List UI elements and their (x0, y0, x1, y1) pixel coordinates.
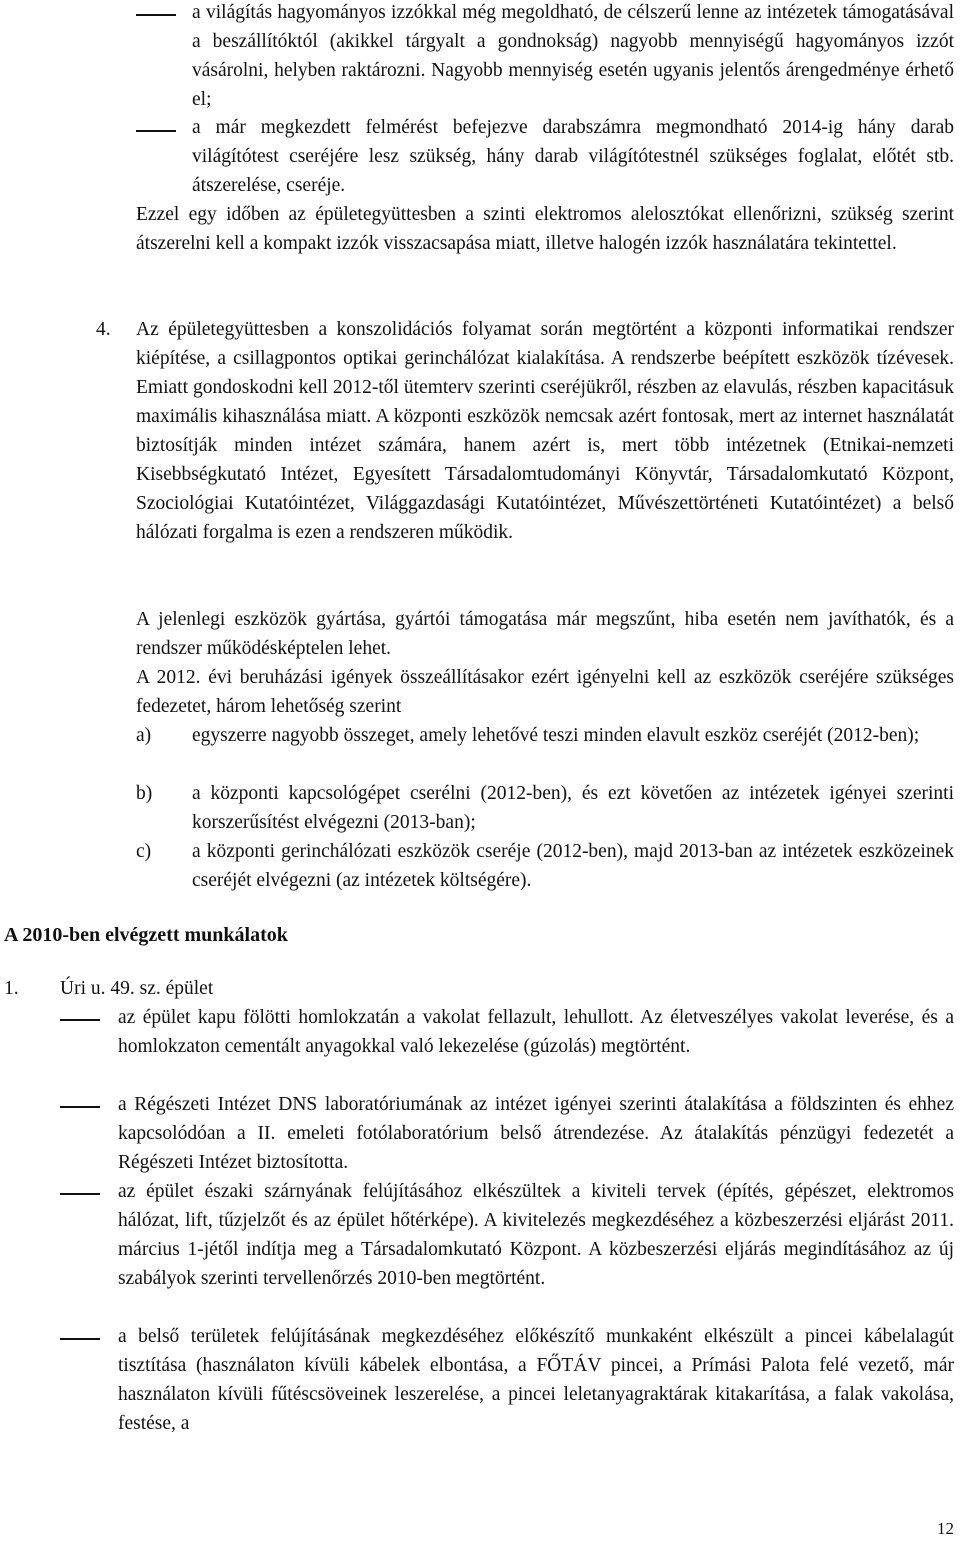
bullet-facade: az épület kapu fölötti homlokzatán a vakolat fellazult, lehullott. Az életveszélyes vakolat leverése, és a homlokzaton cementált anyagokkal való lekezelése (gúzolás) megtörtént. (118, 1007, 954, 1057)
bullet-dna-lab: a Régészeti Intézet DNS laboratóriumának az intézet igényei szerinti átalakítása a földszinten és ehhez kapcsolódóan a II. emeleti fotólaboratórium belső átrendezése. Az átalakítás pénzügyi fedezetét a Régészeti Intézet biztosította. (118, 1094, 954, 1173)
list-item-survey: a már megkezdett felmérést befejezve darabszámra megmondható 2014-ig hány darab világítótest cseréjére lesz szükség, hány darab világítótestnél szükséges foglalat, előtét stb. átszerelése, cseréje. (192, 117, 954, 196)
option-a-label: a) (136, 725, 152, 746)
page-number: 12 (937, 1519, 954, 1538)
bullet-dash-2 (60, 1106, 100, 1108)
item-4-number: 4. (96, 319, 111, 340)
paragraph-distribution-boards: Ezzel egy időben az épületegyüttesben a szinti elektromos alelosztókat ellenőrizni, szükség szerint átszerelni kell a kompakt izzók visszacsapása miatt, illetve halogén izzók használatára tekintettel. (136, 204, 954, 254)
bullet-dash-3 (60, 1193, 100, 1195)
option-b-text: a központi kapcsológépet cserélni (2012-ben), és ezt követően az intézetek igényei szerinti korszerűsítést elvégezni (2013-ban); (192, 783, 954, 833)
option-b-label: b) (136, 783, 153, 804)
section-item-1-number: 1. (4, 978, 19, 999)
list-dash-1 (136, 14, 176, 16)
section-item-1-title: Úri u. 49. sz. épület (60, 978, 214, 999)
item-4-paragraph-3: A 2012. évi beruházási igények összeállításakor ezért igényelni kell az eszközök cseréjére szükséges fedezetet, három lehetőség szerint (136, 667, 954, 717)
bullet-north-wing: az épület északi szárnyának felújításához elkészültek a kiviteli tervek (építés, gépészet, elektromos hálózat, lift, tűzjelzőt és az épület hőtérképe). A kivitelezés megkezdéséhez a közbeszerzési eljárást 2011. március 1-jétől indítja meg a Társadalomkutató Központ. A közbeszerzési eljárás megindításához az új szabályok szerinti tervellenőrzés 2010-ben megtörtént. (118, 1181, 954, 1289)
item-4-paragraph-2: A jelenlegi eszközök gyártása, gyártói támogatása már megszűnt, hiba esetén nem javíthatók, és a rendszer működésképtelen lehet. (136, 609, 954, 659)
bullet-dash-4 (60, 1338, 100, 1340)
option-c-label: c) (136, 841, 152, 862)
bullet-cable-tunnel: a belső területek felújításának megkezdéséhez előkészítő munkaként elkészült a pincei kábelalagút tisztítása (használaton kívüli kábelek elbontása, a FŐTÁV pincei, a Prímási Palota felé vezető, már használaton kívüli fűtéscsöveinek leszerelése, a pincei leletanyagraktárak kitakarítása, a falak vakolása, festése, a (118, 1326, 954, 1434)
bullet-dash-1 (60, 1019, 100, 1021)
list-item-lighting: a világítás hagyományos izzókkal még megoldható, de célszerű lenne az intézetek támogatásával a beszállítóktól (akikkel tárgyalt a gondnokság) nagyobb mennyiségű hagyományos izzót vásárolni, helyben raktározni. Nagyobb mennyiség esetén ugyanis jelentős árengedménye érhető el; (192, 2, 954, 110)
item-4-paragraph-1: Az épületegyüttesben a konszolidációs folyamat során megtörtént a központi informatikai rendszer kiépítése, a csillagpontos optikai gerinchálózat kialakítása. A rendszerbe beépített eszközök tízévesek. Emiatt gondoskodni kell 2012-től ütemterv szerinti cseréjükről, részben az elavulás, részben kapacitásuk maximális kihasználása miatt. A központi eszközök nemcsak azért fontosak, mert az internet használatát biztosítják minden intézet számára, hanem azért is, mert több intézetnek (Etnikai-nemzeti Kisebbségkutató Intézet, Egyesített Társadalomtudományi Könyvtár, Társadalomkutató Központ, Szociológiai Kutatóintézet, Világgazdasági Kutatóintézet, Művészettörténeti Kutatóintézet) a belső hálózati forgalma is ezen a rendszeren működik. (136, 319, 954, 543)
section-heading: A 2010-ben elvégzett munkálatok (4, 924, 288, 946)
list-dash-2 (136, 130, 176, 132)
option-a-text: egyszerre nagyobb összeget, amely lehetővé teszi minden elavult eszköz cseréjét (2012-ben); (192, 725, 920, 746)
option-c-text: a központi gerinchálózati eszközök cseréje (2012-ben), majd 2013-ban az intézetek eszközeinek cseréjét elvégezni (az intézetek költségére). (192, 841, 954, 891)
